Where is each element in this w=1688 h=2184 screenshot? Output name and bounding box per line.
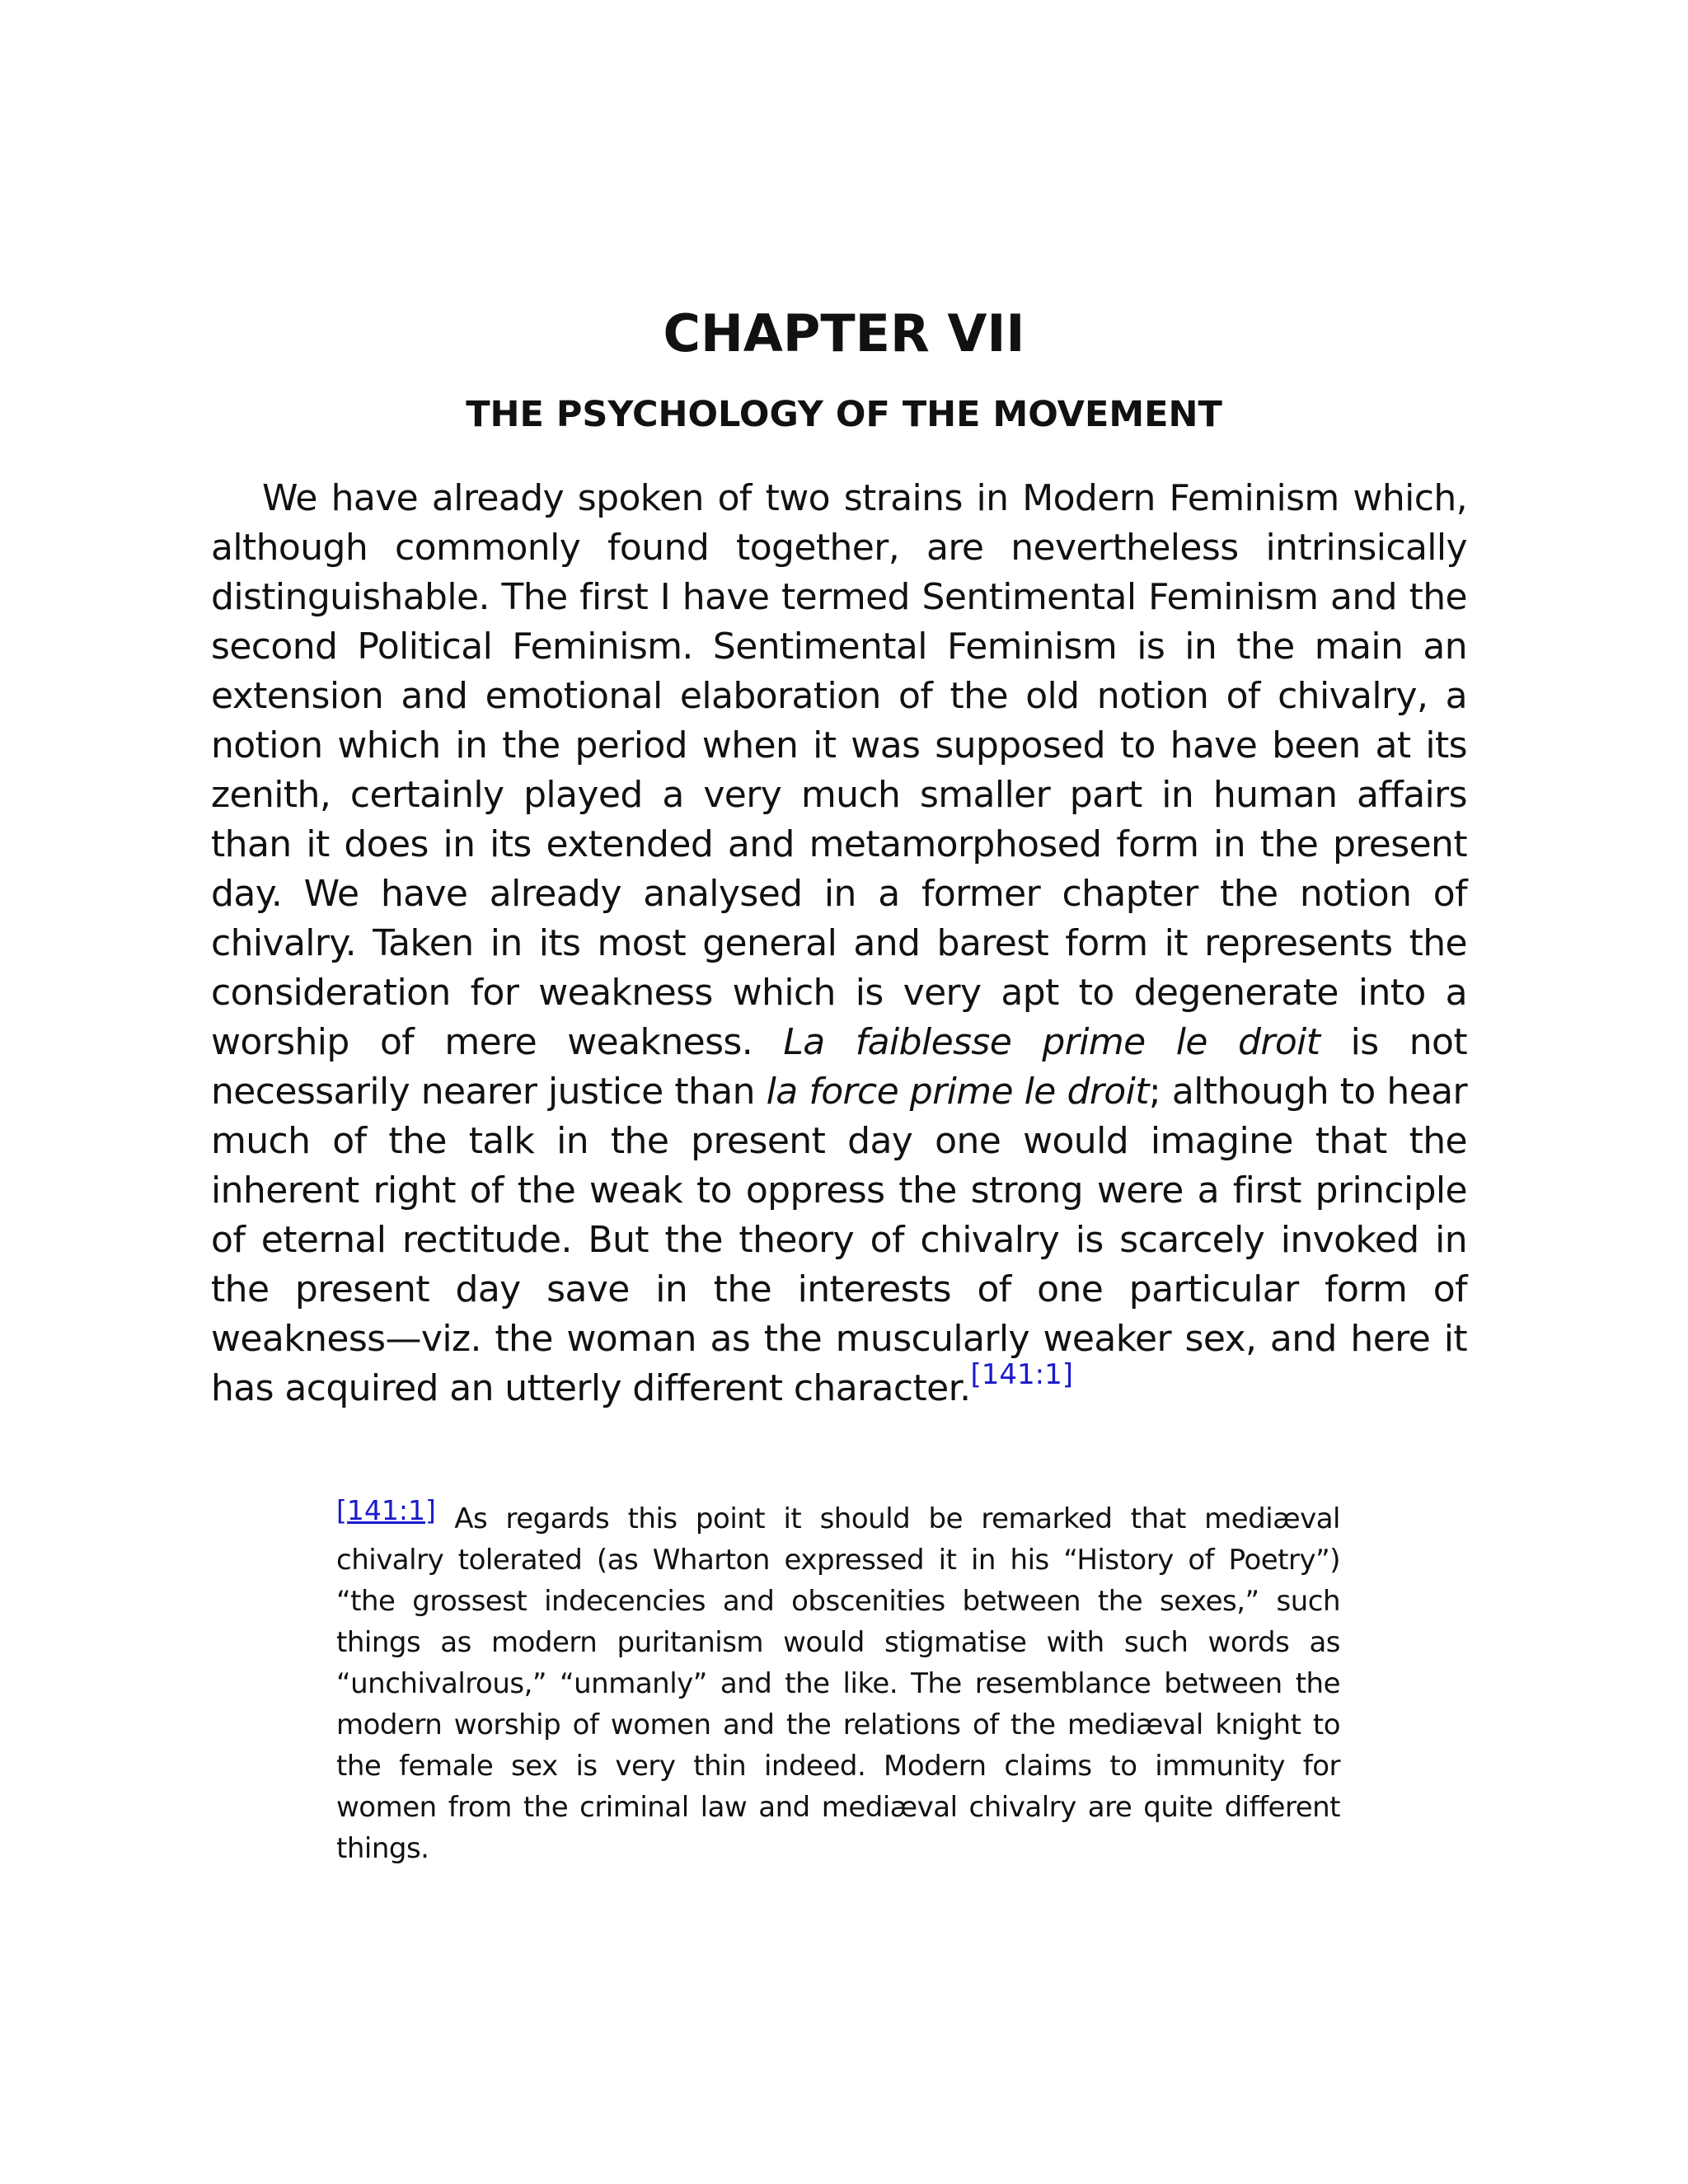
footnote-backlink[interactable]: [141:1] <box>336 1494 436 1526</box>
footnote-reference-link[interactable]: [141:1] <box>970 1358 1073 1391</box>
chapter-title: CHAPTER VII <box>663 303 1025 363</box>
italic-phrase-faiblesse: La faiblesse prime le droit <box>783 1021 1320 1063</box>
paragraph-text-2: is not necessarily nearer justice than <box>211 1021 1467 1113</box>
paragraph-text-3: ; although to hear much of the talk in the present day one would imagine that the inherent right of the weak to oppress the strong were a first principle of eternal rectitude. But the theory of chivalry is scarcely invoked in the present day save in the interests of one particular form of weakness—viz. the woman as the muscularly weaker sex, and here it has acquired an utterly different character. <box>211 1071 1467 1409</box>
body-paragraph <box>211 474 1467 1413</box>
paragraph-text-1: We have already spoken of two strains in Modern Feminism which, although commonly found together, are nevertheless intrinsically distinguishable. The first I have termed Sentimental Feminism and the second Political Feminism. Sentimental Feminism is in the main an extension and emotional elaboration of the old notion of chivalry, a notion which in the period when it was supposed to have been at its zenith, certainly played a very much smaller part in human affairs than it does in its extended and metamorphosed form in the present day. We have already analysed in a former chapter the notion of chivalry. Taken in its most general and barest form it represents the consideration for weakness which is very apt to degenerate into a worship of mere weakness. <box>211 477 1467 1063</box>
footnote <box>336 1494 1340 1869</box>
chapter-subtitle: THE PSYCHOLOGY OF THE MOVEMENT <box>466 394 1222 435</box>
italic-phrase-force: la force prime le droit <box>766 1071 1149 1113</box>
footnote-text: As regards this point it should be remarked that mediæval chivalry tolerated (as Wharton expressed it in his “History of Poetry”) “the grossest indecencies and obscenities between the sexes,” such things as modern puritanism would stigmatise with such words as “unchivalrous,” “unmanly” and the like. The resemblance between the modern worship of women and the relations of the mediæval knight to the female sex is very thin indeed. Modern claims to immunity for women from the criminal law and mediæval chivalry are quite different things. <box>336 1502 1340 1865</box>
